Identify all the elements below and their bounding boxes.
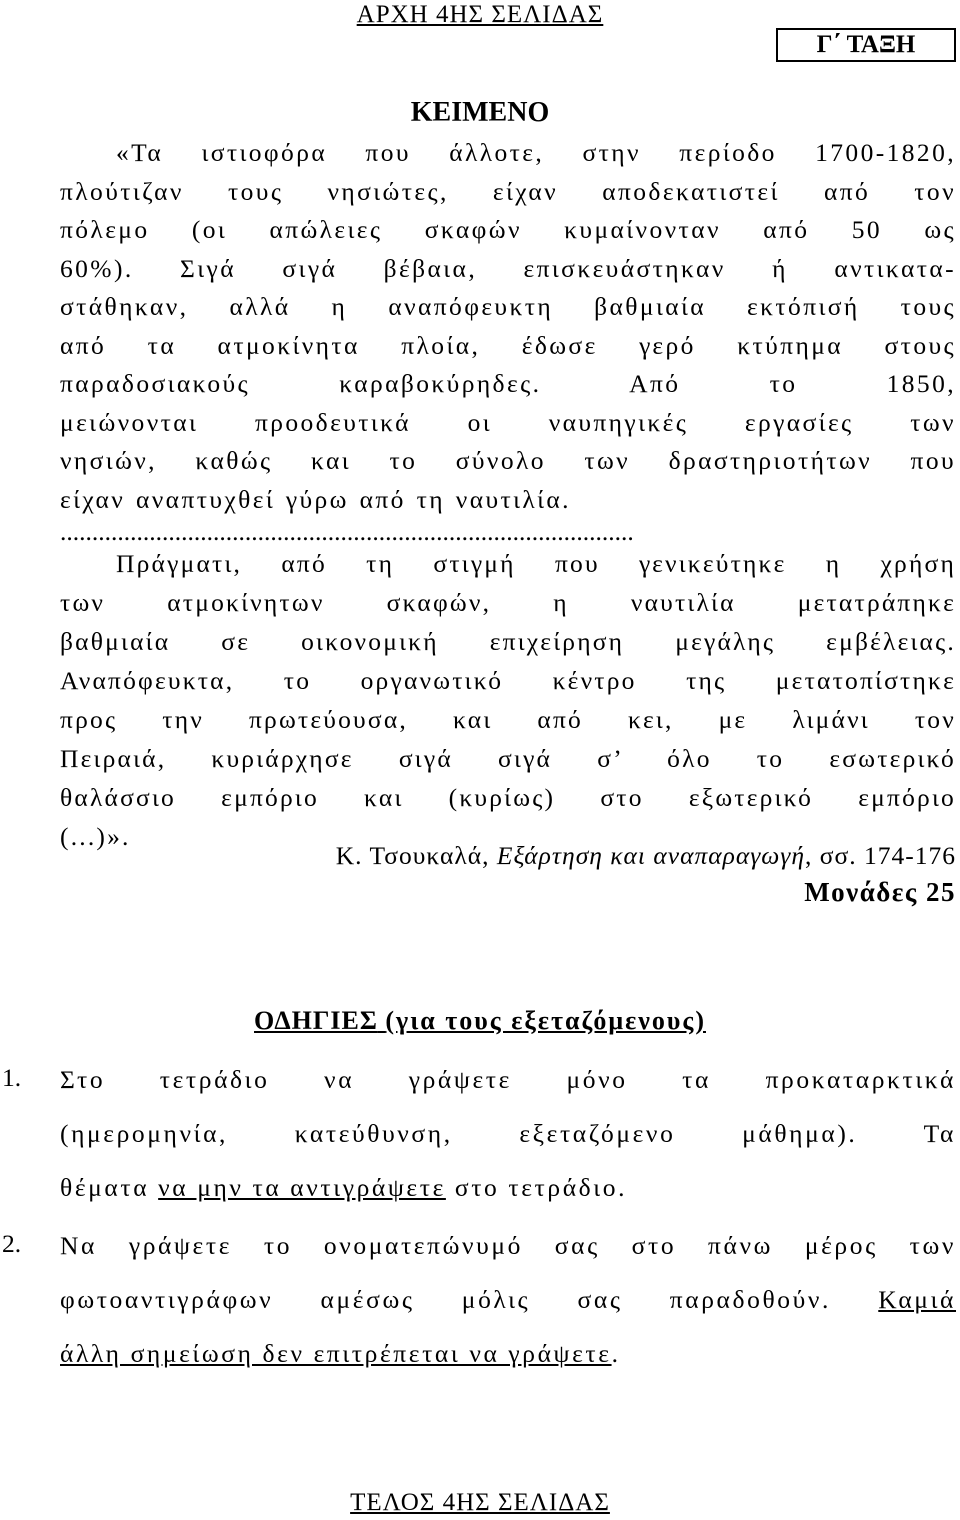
instruction-text: φωτοαντιγράφων αμέσως μόλις σας παραδοθούν. <box>60 1285 879 1314</box>
text-section-title: ΚΕΙΜΕΝΟ <box>410 97 550 128</box>
instruction-text: . <box>611 1339 621 1368</box>
passage-line: Πράγματι, από τη στιγμή που γενικεύτηκε η χρήση <box>116 549 956 578</box>
instruction-line <box>60 1283 956 1337</box>
page-header: ΑΡΧΗ 4ΗΣ ΣΕΛΙΔΑΣ <box>356 1 604 28</box>
instructions-title-main: ΟΔΗΓΙΕΣ <box>254 1006 378 1035</box>
marks-label: Μονάδες 25 <box>804 877 956 907</box>
instruction-line: Στο τετράδιο να γράψετε μόνο τα προκαταρκτικά <box>60 1065 956 1094</box>
passage-line: Αναπόφευκτα, το οργανωτικό κέντρο της μετατοπίστηκε <box>60 666 956 695</box>
source-citation <box>336 838 956 874</box>
instructions-title <box>0 1004 960 1038</box>
instruction-number: 2. <box>2 1229 22 1258</box>
instruction-item-2 <box>0 1229 956 1391</box>
instruction-text: θέματα <box>60 1173 159 1202</box>
passage-paragraph-1 <box>60 134 956 558</box>
ellipsis-omission: .......................................................................................... <box>60 519 634 546</box>
citation-pages: , σσ. 174-176 <box>805 841 956 870</box>
passage-line: βαθμιαία σε οικονομική επιχείρηση μεγάλης εμβέλειας. <box>60 627 956 656</box>
instruction-line <box>60 1171 956 1225</box>
instruction-text: στο τετράδιο. <box>445 1173 628 1202</box>
passage-line: είχαν αναπτυχθεί γύρω από τη ναυτιλία. <box>60 484 571 514</box>
passage-line: στάθηκαν, αλλά η αναπόφευκτη βαθμιαία εκτόπισή τους <box>60 292 956 321</box>
instruction-number: 1. <box>2 1063 22 1092</box>
passage-line: νησιών, καθώς και το σύνολο των δραστηριοτήτων που <box>60 446 956 475</box>
instruction-line <box>60 1337 956 1391</box>
passage-line: «Τα ιστιοφόρα που άλλοτε, στην περίοδο 1700-1820, <box>116 138 956 167</box>
passage-line: μειώνονται προοδευτικά οι ναυπηγικές εργασίες των <box>60 407 956 437</box>
instruction-underlined-text: άλλη σημείωση δεν επιτρέπεται να γράψετε <box>60 1339 612 1368</box>
passage-line: 60%). Σιγά σιγά βέβαια, επισκευάστηκαν ή αντικατα- <box>60 253 956 283</box>
passage-line: (...)». <box>60 822 131 851</box>
class-label-box: Γ΄ ΤΑΞΗ <box>776 28 956 62</box>
passage-line: Πειραιά, κυριάρχησε σιγά σιγά σ’ όλο το εσωτερικό <box>60 744 956 773</box>
passage-line: παραδοσιακούς καραβοκύρηδες. Από το 1850, <box>60 369 956 398</box>
passage-line: των ατμοκίνητων σκαφών, η ναυτιλία μετατράπηκε <box>60 588 956 617</box>
instruction-line: Να γράψετε το ονοματεπώνυμό σας στο πάνω μέρος των <box>60 1231 956 1260</box>
passage-line: πόλεμο (οι απώλειες σκαφών κυμαίνονταν από 50 ως <box>60 215 956 244</box>
page-footer: ΤΕΛΟΣ 4ΗΣ ΣΕΛΙΔΑΣ <box>350 1489 610 1516</box>
instruction-underlined-text: να μην τα αντιγράψετε <box>158 1173 446 1202</box>
instructions-title-sub: (για τους εξεταζόμενους) <box>385 1006 706 1035</box>
passage-line: προς την πρωτεύουσα, και από κει, με λιμάνι τον <box>60 705 956 734</box>
instruction-line: (ημερομηνία, κατεύθυνση, εξεταζόμενο μάθημα). Τα <box>60 1119 956 1148</box>
passage-line: από τα ατμοκίνητα πλοία, έδωσε γερό κτύπημα στους <box>60 330 956 360</box>
citation-work: Εξάρτηση και αναπαραγωγή <box>496 841 806 870</box>
instruction-underlined-text: Καμιά <box>878 1285 956 1314</box>
passage-line: πλούτιζαν τους νησιώτες, είχαν αποδεκατιστεί από τον <box>60 176 956 206</box>
passage-paragraph-2 <box>60 544 956 856</box>
passage-line: θαλάσσιο εμπόριο και (κυρίως) στο εξωτερικό εμπόριο <box>60 783 956 812</box>
citation-author: Κ. Τσουκαλά, <box>335 841 497 870</box>
instruction-item-1 <box>0 1063 956 1225</box>
